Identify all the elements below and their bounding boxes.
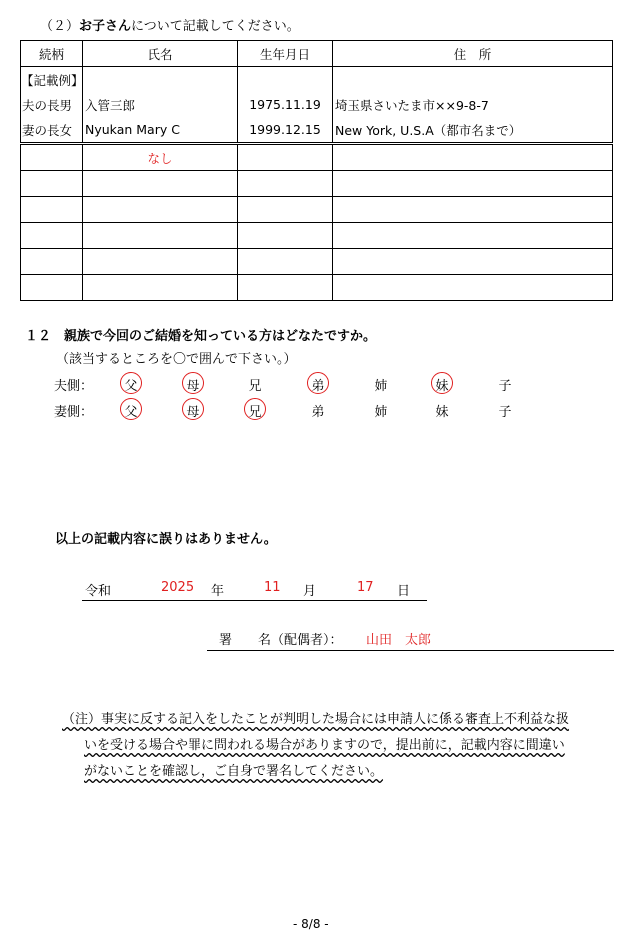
example-row	[21, 117, 613, 144]
date-era: 令和	[85, 584, 112, 599]
selection-circle	[182, 372, 204, 394]
example-dob: 1975.11.19	[238, 92, 333, 117]
entry-name[interactable]	[83, 171, 238, 197]
note-line-3: がないことを確認し，ご自身で署名してください。	[84, 764, 384, 779]
wife-relative-option[interactable]: 兄	[248, 405, 262, 420]
entry-name[interactable]	[83, 223, 238, 249]
children-table	[20, 40, 613, 301]
example-relation: 夫の長男	[21, 92, 83, 117]
entry-row[interactable]	[21, 197, 613, 223]
date-year[interactable]: 2025	[161, 580, 195, 595]
header-dob: 生年月日	[238, 41, 333, 67]
example-address: New York, U.S.A（都市名まで）	[333, 117, 613, 144]
example-relation: 妻の長女	[21, 117, 83, 144]
wife-relative-option[interactable]: 姉	[374, 405, 388, 420]
entry-name[interactable]	[83, 275, 238, 301]
husband-relative-option[interactable]: 妹	[435, 379, 449, 394]
date-underline	[82, 600, 427, 601]
selection-circle	[307, 372, 329, 394]
wife-relative-option[interactable]: 妹	[435, 405, 449, 420]
entry-address[interactable]	[333, 197, 613, 223]
signature-label: 署 名（配偶者）：	[219, 633, 343, 648]
entry-dob[interactable]	[238, 197, 333, 223]
example-dob: 1999.12.15	[238, 117, 333, 144]
husband-relative-option[interactable]: 姉	[374, 379, 388, 394]
wife-relative-option[interactable]: 子	[498, 405, 512, 420]
entry-name[interactable]	[83, 197, 238, 223]
date-month-label: 月	[303, 584, 317, 599]
selection-circle	[244, 398, 266, 420]
entry-row[interactable]	[21, 249, 613, 275]
date-day[interactable]: 17	[357, 580, 374, 595]
entry-row[interactable]	[21, 144, 613, 171]
selection-circle	[182, 398, 204, 420]
entry-name[interactable]	[83, 249, 238, 275]
entry-dob[interactable]	[238, 144, 333, 171]
entry-relation[interactable]	[21, 249, 83, 275]
husband-relative-option[interactable]: 母	[186, 379, 200, 394]
wife-relative-option[interactable]: 母	[186, 405, 200, 420]
signature-value[interactable]: 山田 太郎	[366, 633, 432, 648]
husband-side-label: 夫側：	[54, 379, 94, 394]
example-row	[21, 92, 613, 117]
husband-relative-option[interactable]: 父	[124, 379, 138, 394]
section-heading	[40, 15, 300, 34]
q12-instruction: （該当するところを〇で囲んで下さい。）	[56, 352, 297, 367]
note-line-2: いを受ける場合や罪に問われる場合がありますので，提出前に，記載内容に間違い	[84, 738, 565, 753]
date-month[interactable]: 11	[264, 580, 281, 595]
example-label: 【記載例】	[21, 67, 83, 93]
entry-address[interactable]	[333, 249, 613, 275]
husband-relative-option[interactable]: 子	[498, 379, 512, 394]
date-year-label: 年	[211, 584, 225, 599]
entry-address[interactable]	[333, 144, 613, 171]
entry-address[interactable]	[333, 275, 613, 301]
example-name: 入管三郎	[83, 92, 238, 117]
entry-dob[interactable]	[238, 223, 333, 249]
entry-row[interactable]	[21, 171, 613, 197]
example-name: Nyukan Mary C	[83, 117, 238, 144]
entry-row[interactable]	[21, 275, 613, 301]
header-address: 住 所	[333, 41, 613, 67]
header-name: 氏名	[83, 41, 238, 67]
declaration-text: 以上の記載内容に誤りはありません。	[55, 532, 277, 547]
entry-name[interactable]: なし	[83, 144, 238, 171]
q12-title: １２ 親族で今回のご結婚を知っている方はどなたですか。	[25, 329, 377, 344]
date-day-label: 日	[397, 584, 411, 599]
entry-relation[interactable]	[21, 223, 83, 249]
wife-side-label: 妻側：	[54, 405, 94, 420]
selection-circle	[120, 372, 142, 394]
entry-relation[interactable]	[21, 275, 83, 301]
wife-relative-option[interactable]: 弟	[311, 405, 325, 420]
entry-dob[interactable]	[238, 171, 333, 197]
husband-relative-option[interactable]: 弟	[311, 379, 325, 394]
husband-relative-option[interactable]: 兄	[248, 379, 262, 394]
table-header-row	[21, 41, 613, 67]
selection-circle	[431, 372, 453, 394]
entry-address[interactable]	[333, 223, 613, 249]
section-number: （２）	[40, 19, 80, 34]
signature-underline	[207, 650, 614, 651]
entry-address[interactable]	[333, 171, 613, 197]
page-number: - 8/8 -	[293, 917, 329, 931]
entry-row[interactable]	[21, 223, 613, 249]
entry-dob[interactable]	[238, 275, 333, 301]
section-heading-bold: お子さん	[79, 19, 132, 34]
header-relation: 続柄	[21, 41, 83, 67]
example-label-row	[21, 67, 613, 93]
entry-relation[interactable]	[21, 197, 83, 223]
wife-relative-option[interactable]: 父	[124, 405, 138, 420]
example-address: 埼玉県さいたま市××9-8-7	[333, 92, 613, 117]
entry-dob[interactable]	[238, 249, 333, 275]
entry-relation[interactable]	[21, 144, 83, 171]
entry-relation[interactable]	[21, 171, 83, 197]
section-heading-rest: について記載してください。	[131, 19, 300, 34]
selection-circle	[120, 398, 142, 420]
note-line-1: （注）事実に反する記入をしたことが判明した場合には申請人に係る審査上不利益な扱	[62, 712, 570, 727]
